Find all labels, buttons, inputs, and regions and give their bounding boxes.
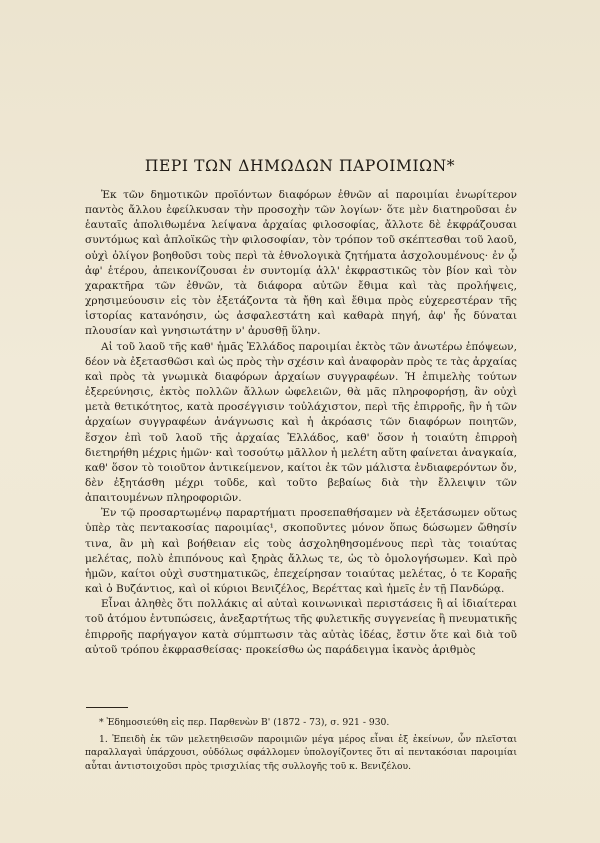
paragraph: Εἶναι ἀληθὲς ὅτι πολλάκις αἱ αὐταὶ κοινωνικαὶ περιστάσεις ἢ αἱ ἰδιαίτεραι τοῦ ἀτόμου ἐντυπώσεις, ἀνεξαρτήτως τῆς φυλετικῆς συγγενείας ἢ πνευματικῆς ἐπιρροῆς παρήγαγον κατὰ σύμπτωσιν τὰς αὐτὰς ἰδέας, ἔστιν ὅτε καὶ διὰ τοῦ αὐτοῦ τρόπου ἐκφρασθείσας· προκείσθω ὡς παράδειγμα ἱκανὸς ἀριθμὸς bbox=[85, 598, 517, 656]
footnote: 1. Ἐπειδὴ ἐκ τῶν μελετηθεισῶν παροιμιῶν μέγα μέρος εἶναι ἐξ ἐκείνων, ὧν πλεῖσται παραλλαγαὶ ὑπάρχουσι, οὐδόλως σφάλλομεν ὑπολογίζοντες ὅτι αἱ πεντακόσιαι παροιμίαι αὗται ἀντιστοιχοῦσι πρὸς τρισχιλίας τῆς συλλογῆς τοῦ κ. Βενιζέλου. bbox=[85, 734, 517, 772]
paragraph: Αἱ τοῦ λαοῦ τῆς καθ' ἡμᾶς Ἑλλάδος παροιμίαι ἐκτὸς τῶν ἀνωτέρω ἐπόψεων, δέον νὰ ἐξετασθῶσι καὶ ὡς πρὸς τὴν σχέσιν καὶ ἀναφορὰν πρὸς τε τὰς ἀρχαίας καὶ πρὸς τὰ γνωμικὰ διαφόρων ἀρχαίων συγγραφέων. Ἡ ἐπιμελὴς τούτων ἐξερεύνησις, ἐκτὸς πολλῶν ἄλλων ὠφελειῶν, θὰ μᾶς πληροφορήσῃ, ἂν οὐχὶ μετὰ θετικότητος, κατὰ προσέγγισιν τοὐλάχιστον, περὶ τῆς ἐπιρροῆς, ἣν ἡ τῶν ἀρχαίων συγγραφέων ἀνάγνωσις καὶ ἡ ἀκρόασις τῶν διαφόρων ποιητῶν, ἔσχον ἐπὶ τοῦ λαοῦ τῆς ἀρχαίας Ἑλλάδος, καθ' ὅσον ἡ τοιαύτη ἐπιρροὴ διετηρήθη μέχρις ἡμῶν· καὶ τοσούτῳ μᾶλλον ἡ μελέτη αὕτη φαίνεται ἀναγκαία, καθ' ὅσον τὸ τοιοῦτον ἀντικείμενον, καίτοι ἐκ τῶν μάλιστα ἐνδιαφερόντων ὄν, δὲν ἐξητάσθη μέχρι τοῦδε, καὶ τοῦτο βεβαίως διὰ τὴν ἔλλειψιν τῶν ἀπαιτουμένων πληροφοριῶν. bbox=[85, 340, 517, 505]
paragraph: Ἐκ τῶν δημοτικῶν προϊόντων διαφόρων ἐθνῶν αἱ παροιμίαι ἐνωρίτερον παντὸς ἄλλου ἐφείλκυσαν τὴν προσοχὴν τῶν λογίων· ὅτε μὲν διατηροῦσαι ἐν ἑαυταῖς ἀπολιθωμένα λείψανα ἀρχαίας φιλοσοφίας, ἄλλοτε δὲ ἐκφράζουσαι συντόμως καὶ ἁπλοϊκῶς τὴν φιλοσοφίαν, τὸν τρόπον τοῦ σκέπτεσθαι τοῦ λαοῦ, οὐχὶ ὀλίγον βοηθοῦσι τοὺς περὶ τὰ ἐθνολογικὰ ζητήματα ἀσχολουμένους· ἐν ᾧ ἀφ' ἑτέρου, ἀπεικονίζουσαι ἐν συντομίᾳ ἀλλ' ἐκφραστικῶς τὸν βίον καὶ τὸν χαρακτῆρα τῶν ἐθνῶν, τὰ διάφορα αὐτῶν ἔθιμα καὶ τὰς προλήψεις, χρησιμεύουσιν εἰς τὸν ἐξετάζοντα τὰ ἤθη καὶ ἔθιμα πρὸς εὐχερεστέραν τῆς ἱστορίας κατανόησιν, ὡς ἀσφαλεστάτη καὶ καθαρὰ πηγή, ἀφ' ἧς δύναται πλουσίαν καὶ γνησιωτάτην ν' ἀρυσθῇ ὕλην. bbox=[85, 189, 517, 338]
footnotes bbox=[85, 716, 517, 777]
paragraph: Ἐν τῷ προσαρτωμένῳ παραρτήματι προσεπαθήσαμεν νὰ ἐξετάσωμεν οὕτως ὑπὲρ τὰς πεντακοσίας παροιμίας¹, σκοποῦντες μόνον ὅπως δώσωμεν ὤθησίν τινα, ἂν μὴ καὶ βοήθειαν εἰς τοὺς ἀσχοληθησομένους περὶ τὰς τοιαύτας μελέτας, πολὺ ἐπιπόνους καὶ ξηρὰς ἄλλως τε, ὡς τὸ ὁμολογήσωμεν. Καὶ πρὸ ἡμῶν, καίτοι οὐχὶ συστηματικῶς, ἐπεχείρησαν τοιαύτας μελέτας, ὁ τε Κοραῆς καὶ ὁ Βυζάντιος, καὶ οἱ κύριοι Βενιζέλος, Βερέττας καὶ ἡμεῖς ἐν τῇ Πανδώρᾳ. bbox=[85, 507, 517, 596]
body-text bbox=[85, 188, 517, 658]
page-title: ΠΕΡΙ ΤΩΝ ΔΗΜΩΔΩΝ ΠΑΡΟΙΜΙΩΝ* bbox=[144, 157, 456, 175]
footnote: * Ἐδημοσιεύθη εἰς περ. Παρθενὼν Β' (1872 - 73), σ. 921 - 930. bbox=[99, 717, 390, 728]
footnote-divider bbox=[86, 707, 128, 708]
